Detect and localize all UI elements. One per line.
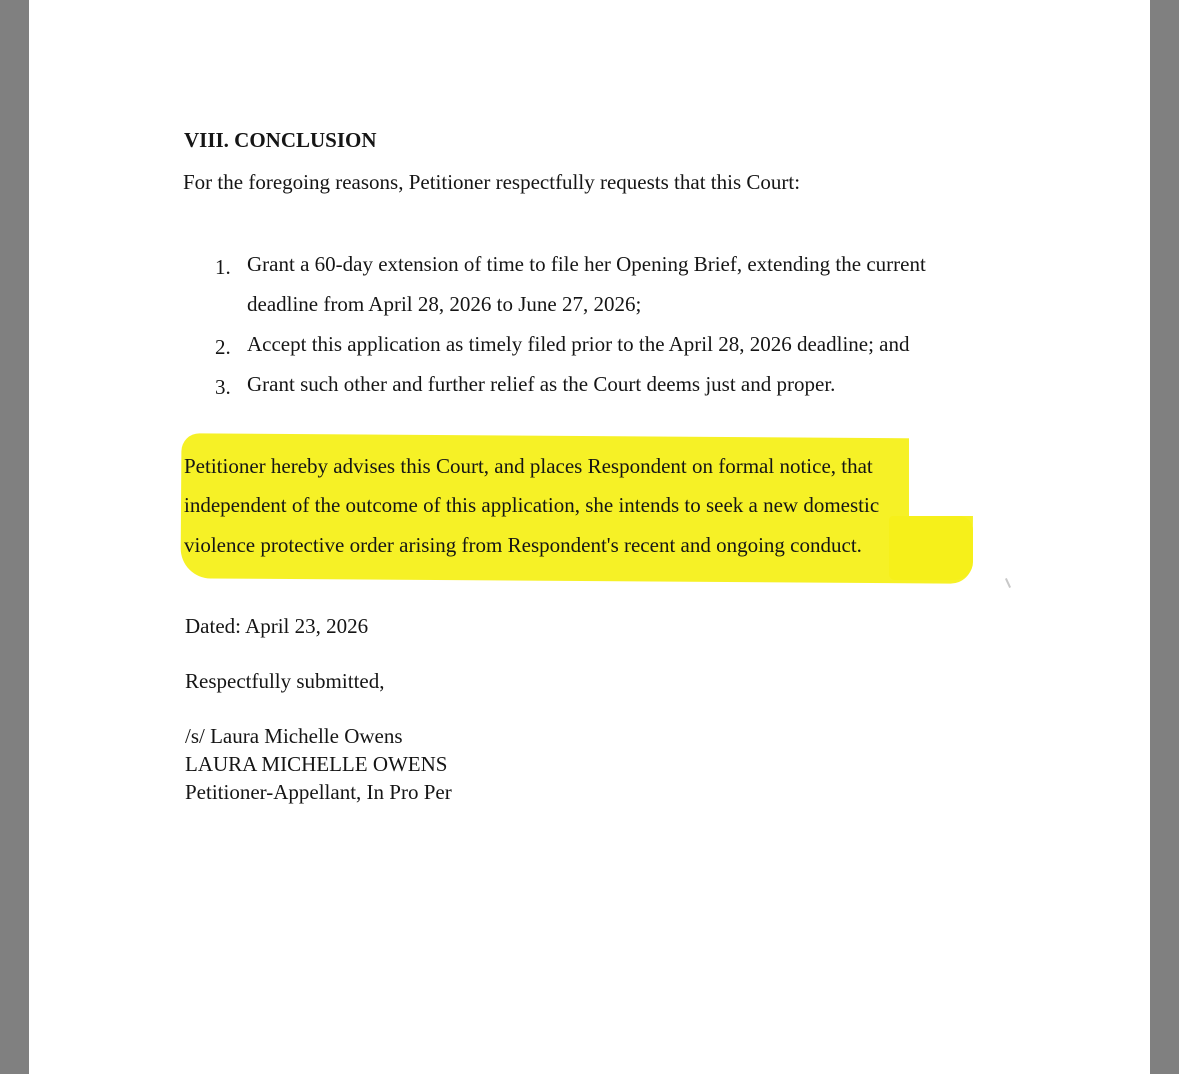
document-page <box>29 0 1150 1074</box>
notice-line-3: violence protective order arising from Respondent's recent and ongoing conduct. <box>184 533 862 557</box>
request-item-1-line-1: Grant a 60-day extension of time to file her Opening Brief, extending the current <box>247 252 926 276</box>
text-highlight-extension <box>889 516 973 580</box>
signer-role: Petitioner-Appellant, In Pro Per <box>185 780 452 804</box>
request-item-3: Grant such other and further relief as the Court deems just and proper. <box>247 372 836 396</box>
notice-line-2: independent of the outcome of this application, she intends to seek a new domestic <box>184 493 880 517</box>
request-number-1: 1. <box>215 255 231 279</box>
signer-name: LAURA MICHELLE OWENS <box>185 752 448 776</box>
request-number-3: 3. <box>215 375 231 399</box>
notice-line-1: Petitioner hereby advises this Court, and places Respondent on formal notice, that <box>184 454 873 478</box>
highlight-gap <box>909 436 979 516</box>
request-number-2: 2. <box>215 335 231 359</box>
e-signature: /s/ Laura Michelle Owens <box>185 724 403 748</box>
dated-line: Dated: April 23, 2026 <box>185 614 369 638</box>
request-item-1-line-2: deadline from April 28, 2026 to June 27, 2026; <box>247 292 642 316</box>
request-item-2: Accept this application as timely filed prior to the April 28, 2026 deadline; and <box>247 332 910 356</box>
section-heading: VIII. CONCLUSION <box>184 128 377 152</box>
stray-pen-mark <box>1005 578 1011 588</box>
closing-line: Respectfully submitted, <box>185 669 385 693</box>
intro-paragraph: For the foregoing reasons, Petitioner respectfully requests that this Court: <box>183 170 801 194</box>
